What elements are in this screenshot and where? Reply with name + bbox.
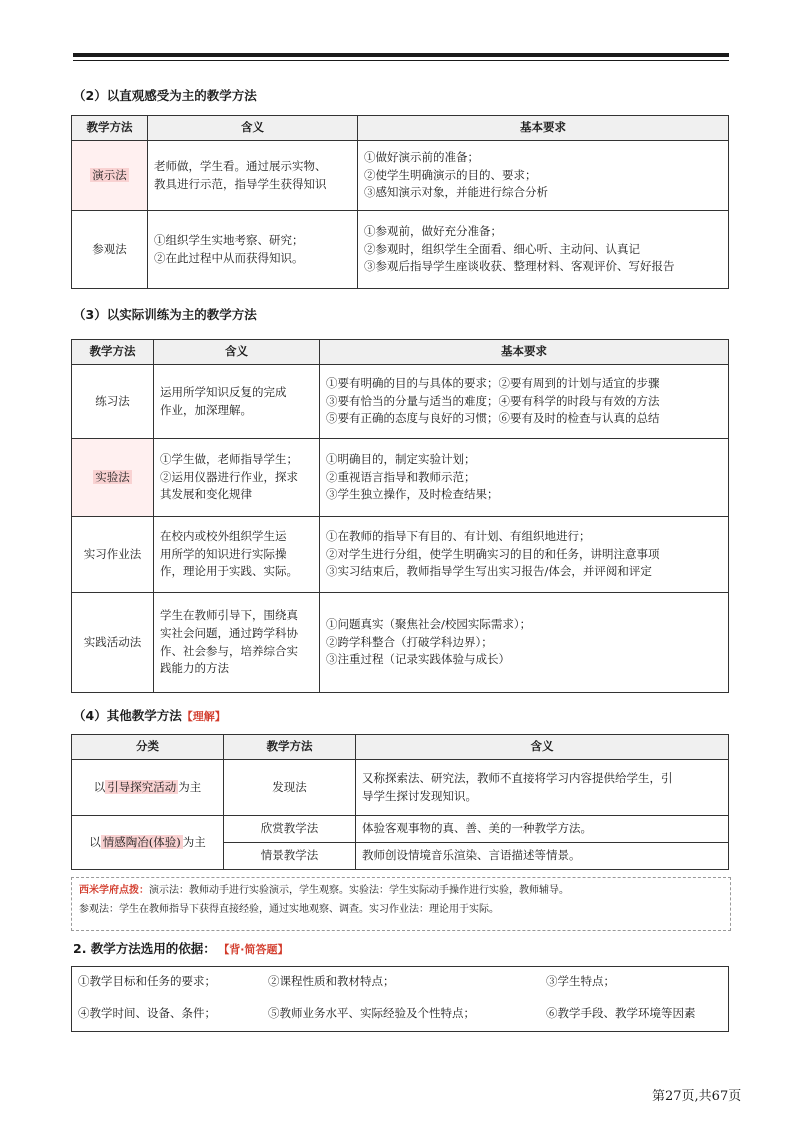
method-cell: 发现法 <box>224 760 356 816</box>
table-row <box>72 211 729 289</box>
basis-row <box>72 967 728 997</box>
requirement-line: ②对学生进行分组，使学生明确实习的目的和任务，讲明注意事项 <box>326 546 660 561</box>
method-cell: 实习作业法 <box>72 517 154 593</box>
requirement-line: ②参观时，组织学生全面看、细心听、主动问、认真记 <box>364 241 640 256</box>
meaning-line: 在校内或校外组织学生运 <box>160 528 287 543</box>
section-3-table <box>71 339 729 693</box>
col-header: 教学方法 <box>72 340 154 365</box>
meaning-cell <box>148 211 358 289</box>
requirement-line: ①要有明确的目的与具体的要求；②要有周到的计划与适宜的步骤 <box>326 375 660 390</box>
basis-item: ③学生特点； <box>546 974 615 988</box>
meaning-line: 作、社会参与，培养综合实 <box>160 643 298 658</box>
category-cell: 以 情感陶冶(体验) 为主 <box>72 816 224 870</box>
meaning-line: ②运用仪器进行作业，探求 <box>160 469 298 484</box>
requirements-cell <box>358 141 729 211</box>
meaning-line: ①组织学生实地考察、研究； <box>154 232 304 247</box>
tip-box <box>71 877 731 931</box>
meaning-line: 学生在教师引导下，围绕真 <box>160 607 298 622</box>
meaning-cell <box>154 593 320 693</box>
meaning-line: 作，理论用于实践、实际。 <box>160 564 298 579</box>
table-row <box>72 439 729 517</box>
col-header: 含义 <box>148 116 358 141</box>
table-row <box>72 517 729 593</box>
table-header-row <box>72 735 729 760</box>
highlighted-category: 引导探究活动 <box>107 779 177 794</box>
meaning-line: 实社会问题，通过跨学科协 <box>160 625 298 640</box>
table-row <box>72 593 729 693</box>
section-4-heading <box>73 706 226 724</box>
basis-row <box>72 999 728 1029</box>
requirement-line: ③要有恰当的分量与适当的难度；④要有科学的时段与有效的方法 <box>326 393 660 408</box>
requirements-cell <box>320 517 729 593</box>
meaning-cell <box>154 439 320 517</box>
table-row <box>72 816 729 843</box>
meaning-line: 用所学的知识进行实际操 <box>160 546 287 561</box>
col-header: 含义 <box>356 735 729 760</box>
meaning-line: 老师做，学生看。通过展示实物、 <box>154 158 327 173</box>
section-2-table <box>71 115 729 289</box>
requirement-line: ③参观后指导学生座谈收获、整理材料、客观评价、写好报告 <box>364 259 675 274</box>
meaning-cell <box>356 760 729 816</box>
tip-label: 西米学府点拨： <box>79 885 149 896</box>
meaning-line: ②在此过程中从而获得知识。 <box>154 250 304 265</box>
requirement-line: ①明确目的，制定实验计划； <box>326 451 476 466</box>
basis-box <box>71 966 729 1032</box>
requirement-line: ③感知演示对象，并能进行综合分析 <box>364 185 548 200</box>
category-cell: 以 引导探究活动 为主 <box>72 760 224 816</box>
meaning-line: 运用所学知识反复的完成 <box>160 384 287 399</box>
page-number: 第27页,共67页 <box>652 1089 742 1104</box>
method-cell <box>72 439 154 517</box>
col-header: 分类 <box>72 735 224 760</box>
section-3-heading: （3）以实际训练为主的教学方法 <box>73 307 257 322</box>
requirement-line: ③实习结束后，教师指导学生写出实习报告/体会，并评阅和评定 <box>326 564 652 579</box>
meaning-cell <box>154 365 320 439</box>
col-header: 基本要求 <box>320 340 729 365</box>
meaning-line: 又称探索法、研究法，教师不直接将学习内容提供给学生，引 <box>362 770 673 785</box>
table-row <box>72 365 729 439</box>
meaning-cell: 体验客观事物的真、善、美的一种教学方法。 <box>356 816 729 843</box>
col-header: 基本要求 <box>358 116 729 141</box>
method-cell: 参观法 <box>72 211 148 289</box>
requirement-line: ②跨学科整合（打破学科边界）； <box>326 634 493 649</box>
method-cell: 欣赏教学法 <box>224 816 356 843</box>
table-row <box>72 141 729 211</box>
requirement-line: ②重视语言指导和教师示范； <box>326 469 476 484</box>
section-4-title: （4）其他教学方法 <box>73 708 182 723</box>
meaning-line: 教具进行示范，指导学生获得知识 <box>154 176 327 191</box>
basis-item: ②课程性质和教材特点； <box>268 974 395 988</box>
table-header-row <box>72 340 729 365</box>
method-cell <box>72 141 148 211</box>
table-row <box>72 760 729 816</box>
requirement-line: ③注重过程（记录实践体验与成长） <box>326 652 510 667</box>
basis-item: ①教学目标和任务的要求； <box>78 974 216 988</box>
method-cell: 实践活动法 <box>72 593 154 693</box>
highlighted-method: 演示法 <box>92 167 127 182</box>
requirement-line: ①参观前，做好充分准备； <box>364 223 502 238</box>
meaning-cell <box>154 517 320 593</box>
meaning-line: ①学生做，老师指导学生； <box>160 451 298 466</box>
highlighted-method: 实验法 <box>95 469 130 484</box>
requirement-line: ①问题真实（聚焦社会/校园实际需求）； <box>326 616 532 631</box>
meaning-cell <box>148 141 358 211</box>
meaning-line: 践能力的方法 <box>160 661 229 676</box>
header-rule-thin <box>73 60 729 61</box>
section-4-table <box>71 734 729 870</box>
table-header-row <box>72 116 729 141</box>
basis-item: ⑤教师业务水平、实际经验及个性特点； <box>268 1006 475 1020</box>
highlighted-category: 情感陶冶(体验) <box>102 834 181 849</box>
basis-title: 2. 教学方法选用的依据： <box>73 941 216 956</box>
requirements-cell <box>320 593 729 693</box>
requirements-cell <box>358 211 729 289</box>
basis-item: ⑥教学手段、教学环境等因素 <box>546 1006 696 1020</box>
basis-item: ④教学时间、设备、条件； <box>78 1006 216 1020</box>
tip-line: 西米学府点拨：演示法：教师动手进行实验演示，学生观察。实验法：学生实际动手操作进行实验，教师辅导。 <box>79 885 569 896</box>
meaning-line: 其发展和变化规律 <box>160 487 252 502</box>
method-cell: 练习法 <box>72 365 154 439</box>
col-header: 教学方法 <box>224 735 356 760</box>
col-header: 含义 <box>154 340 320 365</box>
requirement-line: ②使学生明确演示的目的、要求； <box>364 167 537 182</box>
meaning-line: 作业，加深理解。 <box>160 402 252 417</box>
requirements-cell <box>320 439 729 517</box>
requirement-line: ①在教师的指导下有目的、有计划、有组织地进行； <box>326 528 591 543</box>
meaning-cell: 教师创设情境音乐渲染、言语描述等情景。 <box>356 843 729 870</box>
requirements-cell <box>320 365 729 439</box>
understand-tag: 【理解】 <box>181 710 226 723</box>
meaning-line: 导学生探讨发现知识。 <box>362 788 477 803</box>
requirement-line: ①做好演示前的准备； <box>364 149 479 164</box>
requirement-line: ③学生独立操作，及时检查结果； <box>326 487 499 502</box>
recite-tag: 【背·简答题】 <box>223 943 289 956</box>
col-header: 教学方法 <box>72 116 148 141</box>
requirement-line: ⑤要有正确的态度与良好的习惯；⑥要有及时的检查与认真的总结 <box>326 411 660 426</box>
header-rule-thick <box>73 53 729 57</box>
tip-line: 参观法：学生在教师指导下获得直接经验，通过实地观察、调查。实习作业法：理论用于实际。 <box>79 904 499 915</box>
method-cell: 情景教学法 <box>224 843 356 870</box>
section-2-heading: （2）以直观感受为主的教学方法 <box>73 88 257 103</box>
basis-heading <box>73 939 289 957</box>
